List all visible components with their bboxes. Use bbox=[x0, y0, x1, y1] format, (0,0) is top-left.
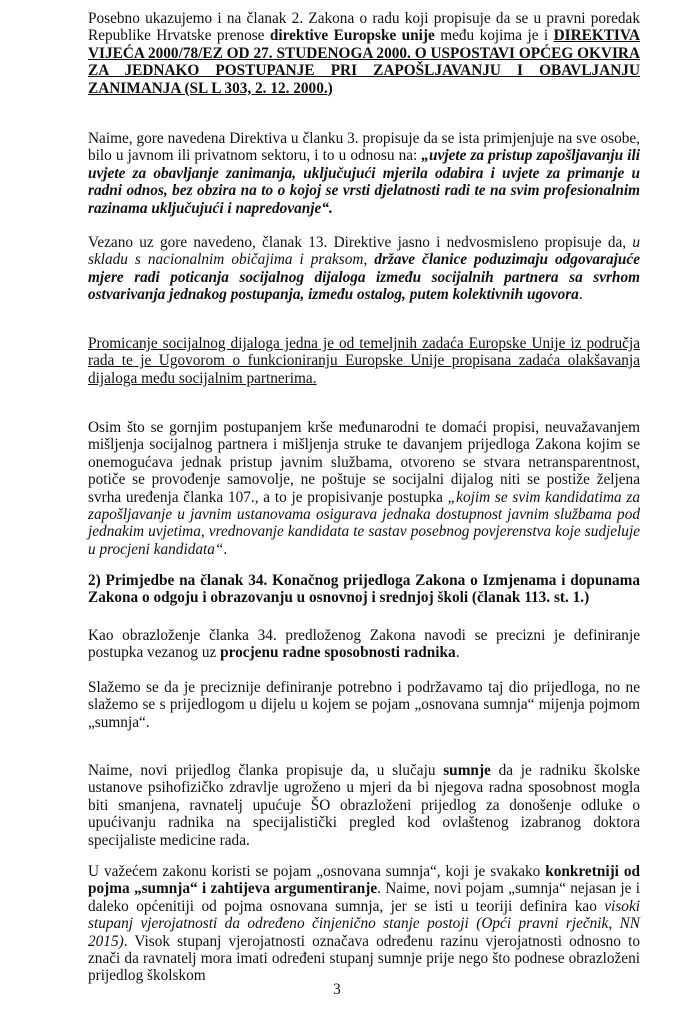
italic-text: u skladu s nacionalnim običajima i praksom, bbox=[88, 234, 640, 269]
paragraph-agreement bbox=[88, 679, 640, 731]
italic-text: visoki stupanj vjerojatnosti da određeno činjenično stanje postoji (Opći pravni rječnik, NN 2015) bbox=[88, 897, 640, 950]
paragraph-text: . bbox=[455, 644, 460, 662]
paragraph-eu-directives bbox=[88, 10, 640, 97]
paragraph-article-34 bbox=[88, 627, 640, 662]
paragraph-article-13 bbox=[88, 234, 640, 304]
paragraph-current-law bbox=[88, 863, 640, 985]
paragraph-social-dialogue bbox=[88, 335, 640, 387]
paragraph-text: da je radniku školske ustanove psihofizičko zdravlje ugroženo u mjeri da bi njegova radna sposobnost mogla biti smanjena, ravnatelj upućuje ŠO obrazloženi prijedlog za donošenje odluke o upućivanju radnika na specijalistički pregled kod ovlaštenog izabranog doktora specijaliste medicine rada. bbox=[88, 762, 640, 849]
section-heading bbox=[88, 572, 640, 607]
bold-text: konkretniji od pojma „sumnja“ i zahtijeva argumentiranje bbox=[88, 863, 640, 898]
paragraph-text: . Visok stupanj vjerojatnosti označava određenu razinu vjerojatnosti odnosno to znači da ravnatelj mora imati određeni stupanj sumnje prije nego što podnese obrazloženi prijedlog školskom bbox=[88, 932, 640, 985]
underlined-text: Promicanje socijalnog dijaloga jedna je od temeljnih zadaća Europske Unije iz područja rada te je Ugovorom o funkcioniranju Europske Unije propisana zadaća olakšavanja dijaloga među socijalnim partnerima. bbox=[88, 335, 640, 387]
bold-italic-text: države članice poduzimaju odgovarajuće mjere radi poticanja socijalnog dijaloga između socijalnih partnera sa svrhom ostvarivanja jednakog postupanja, između ostalog, putem kolektivnih ugovora bbox=[88, 251, 640, 304]
page-number: 3 bbox=[333, 981, 341, 998]
paragraph-text: . Naime, novi pojam „sumnja“ nejasan je i daleko općenitiji od pojma osnovana sumnja, jer se isti u teoriji definira kao bbox=[88, 880, 641, 915]
paragraph-directive-scope bbox=[88, 130, 640, 217]
paragraph-text: Vezano uz gore navedeno, članak 13. Direktive jasno i nedvosmisleno propisuje da, bbox=[88, 234, 633, 251]
paragraph-text: Kao obrazloženje članka 34. predloženog Zakona navodi se precizni je definiranje postupka vezanog uz bbox=[88, 627, 640, 662]
paragraph-text: Naime, novi prijedlog članka propisuje da, u slučaju bbox=[88, 762, 444, 779]
paragraph-text: Posebno ukazujemo i na članak 2. Zakona o radu koji propisuje da se u pravni poredak Republike Hrvatske prenose bbox=[88, 10, 640, 45]
bold-text: direktive Europske unije bbox=[269, 27, 435, 45]
bold-text: sumnje bbox=[443, 762, 491, 779]
directive-title: DIREKTIVA VIJEĆA 2000/78/EZ OD 27. STUDENOGA 2000. O USPOSTAVI OPĆEG OKVIRA ZA JEDNAKO POSTUPANJE PRI ZAPOŠLJAVANJU I OBAVLJANJU ZANIMANJA (SL L 303, 2. 12. 2000.) bbox=[88, 27, 641, 97]
paragraph-text: . bbox=[223, 540, 228, 558]
paragraph-new-proposal bbox=[88, 762, 640, 849]
quoted-text: „kojim se svim kandidatima za zapošljavanje u javnim ustanovama osigurava jednaka dostupnost javnim službama pod jednakim uvjetima, vrednovanje kandidata te sastav posebnog povjerenstva koje sudjeluje u procjeni kandidata“ bbox=[88, 488, 640, 558]
paragraph-text: Slažemo se da je preciznije definiranje potrebno i podržavamo taj dio prijedloga, no ne slažemo se s prijedlogom u dijelu u kojem se pojam „osnovana sumnja“ mijenja pojmom „sumnja“. bbox=[88, 679, 640, 731]
paragraph-text: među kojima je i bbox=[434, 27, 554, 45]
paragraph-text: Osim što se gornjim postupanjem krše međunarodni te domaći propisi, neuvažavanjem mišljenja socijalnog partnera i mišljenja struke te davanjem prijedloga Zakona kojim se onemogućava jednak pristup javnim službama, otvoreno se stvara netransparentnost, potiče se provođenje samovolje, ne poštuje se socijalni dijalog niti se postiže željena svrha uređenja članka 107., a to je propisivanje postupka bbox=[88, 419, 640, 506]
paragraph-text: Naime, gore navedena Direktiva u članku 3. propisuje da se ista primjenjuje na sve osobe, bilo u javnom ili privatnom sektoru, i to u odnosu na: bbox=[88, 130, 640, 165]
paragraph-violations bbox=[88, 419, 640, 558]
quoted-text: „uvjete za pristup zapošljavanju ili uvjete za obavljanje zanimanja, uključujući mjerila odabira i uvjete za primanje u radni odnos, bez obzira na to o kojoj se vrsti djelatnosti radi te na svim profesionalnim razinama uključujući i napredovanje“. bbox=[88, 147, 640, 217]
heading-text: 2) Primjedbe na članak 34. Konačnog prijedloga Zakona o Izmjenama i dopunama Zakona o odgoju i obrazovanju u osnovnoj i srednjoj školi (članak 113. st. 1.) bbox=[88, 572, 640, 607]
paragraph-text: U važećem zakonu koristi se pojam „osnovana sumnja“, koji je svakako bbox=[88, 863, 546, 880]
paragraph-text: . bbox=[578, 286, 583, 304]
bold-text: procjenu radne sposobnosti radnika bbox=[220, 644, 456, 662]
